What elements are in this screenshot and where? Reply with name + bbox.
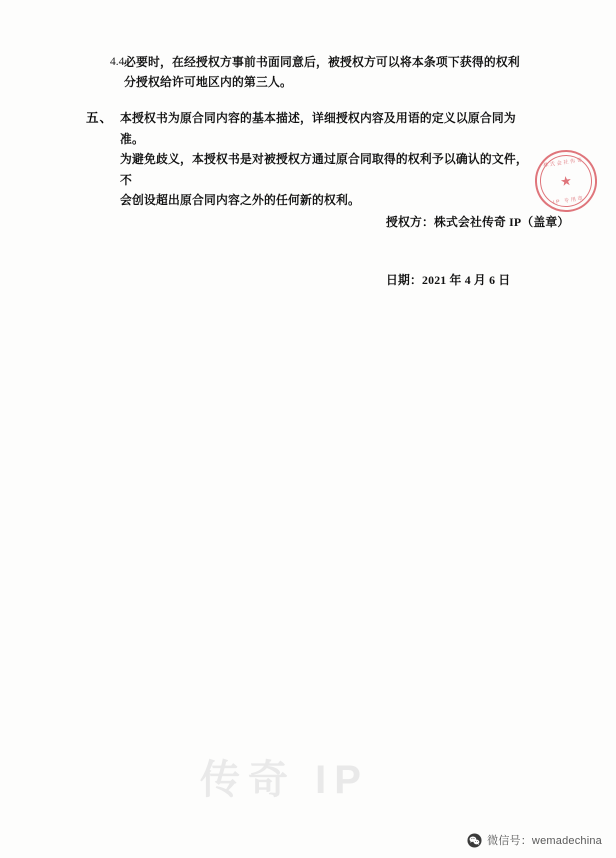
signature-date-line <box>386 270 616 290</box>
stamp-bottom-text: IP 专用章 <box>552 195 585 206</box>
wechat-icon <box>467 833 482 848</box>
page-footer <box>0 832 616 848</box>
footer-wechat-id: 微信号：wemadechina <box>487 835 602 847</box>
clause-5-paragraph-2: 为避免歧义，本授权书是对被授权方通过原合同取得的权利予以确认的文件，不 <box>120 152 528 187</box>
clause-5 <box>86 108 530 211</box>
clause-5-paragraph-1: 本授权书为原合同内容的基本描述，详细授权内容及用语的定义以原合同为准。 <box>120 111 516 146</box>
clause-5-text <box>120 108 530 211</box>
star-icon: ★ <box>559 172 573 190</box>
clause-5-paragraph-3: 会创设超出原合同内容之外的任何新的权利。 <box>120 193 360 207</box>
page-watermark: 传奇 IP <box>200 758 369 802</box>
company-seal-stamp <box>531 146 601 216</box>
signature-label: 授权方： <box>386 215 434 229</box>
signature-block <box>386 212 616 290</box>
date-label: 日期： <box>386 273 422 287</box>
signature-party: 株式会社传奇 IP（盖章） <box>434 215 570 229</box>
stamp-top-text: 株式会社传奇 <box>542 157 585 169</box>
date-value: 2021 年 4 月 6 日 <box>422 273 511 287</box>
clause-4-4-number: 4.4 <box>110 56 125 68</box>
clause-4-4-text: 必要时，在经授权方事前书面同意后，被授权方可以将本条项下获得的权利分授权给许可地区内的第三人。 <box>124 55 520 89</box>
clause-4-4 <box>86 52 530 92</box>
clause-5-number: 五、 <box>86 111 114 125</box>
signature-party-line <box>386 212 616 232</box>
